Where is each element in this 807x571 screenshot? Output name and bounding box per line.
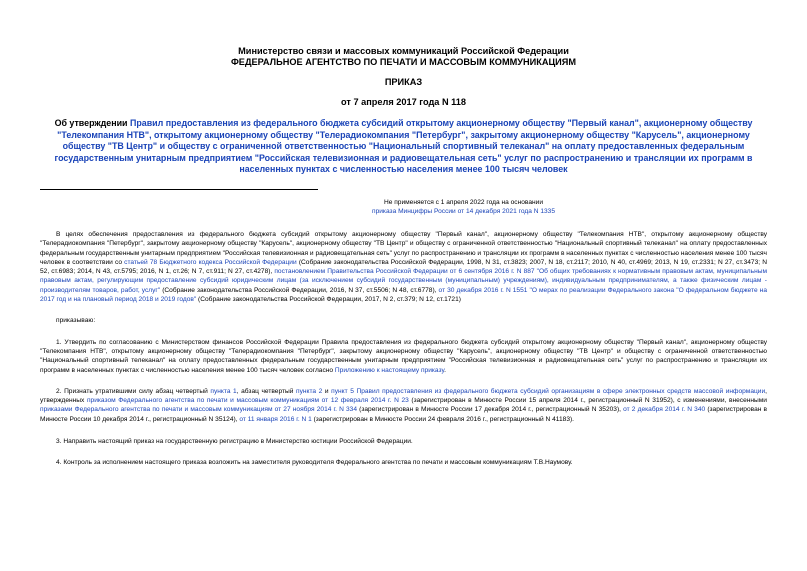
item-4: 4. Контроль за исполнением настоящего приказа возложить на заместителя руководителя Федерального агентства по печати и массовым коммуникациям Т.В.Наумову. — [56, 459, 573, 467]
title-prefix: Об утверждении — [54, 118, 130, 128]
item-2-text: (зарегистрирован в Минюсте России 17 декабря 2014 г., регистрационный N 35203), — [357, 406, 624, 414]
item-2-text: , утвержденных — [40, 387, 767, 405]
order-334-link[interactable]: приказами Федерального агентства по печати и массовым коммуникациям от 27 ноября 2014 г. N 334 — [40, 406, 358, 414]
item-2-text: (зарегистрирован в Минюсте России 10 декабря 2014 г., регистрационный N 35124), — [40, 406, 768, 423]
order-23-link[interactable]: приказом Федерального агентства по печати и массовым коммуникациям от 12 февраля 2014 г. N 23 — [86, 397, 409, 405]
item-2-text: (зарегистрирован в Минюсте России 15 апреля 2014 г., регистрационный N 31952), с изменениями, внесенными — [408, 397, 767, 405]
ministry-name: Министерство связи и массовых коммуникаций Российской Федерации — [238, 46, 569, 56]
item-1 — [40, 338, 767, 375]
status-note-text: Не применяется с 1 апреля 2022 года на основании — [383, 198, 544, 206]
appendix-link[interactable]: Приложению к настоящему приказу — [334, 366, 445, 374]
preamble-text: (Собрание законодательства Российской Федерации, 2016, N 37, ст.5506; N 48, ст.6778), — [160, 286, 439, 294]
order-word: приказываю: — [56, 317, 96, 325]
item-2-text: (зарегистрирован в Минюсте России 24 февраля 2016 г., регистрационный N 41183). — [311, 415, 575, 423]
point-5-link[interactable]: пункт 5 — [331, 387, 354, 395]
preamble-paragraph — [40, 230, 767, 304]
status-note — [160, 198, 767, 216]
title-rules-link[interactable]: Правил предоставления из федерального бюджета субсидий открытому акционерному обществу "Первый канал", акционерному обществу "Телекомпания НТВ", открытому акционерному обществу "Телерадиокомпания "Петербург", закрытому акционерному обществу "Карусель", акционерному обществу "ТВ Центр" и обществу с ограниченной ответственностью "Национальный спортивный телеканал" на оплату предоставленных федеральным государственным унитарным предприятием "Российская телевизионная и радиовещательная сеть" услуг по распространению и трансляции их программ в населенных пунктах с численностью населения менее 100 тысяч человек — [54, 118, 753, 175]
order-340-link[interactable]: от 2 декабря 2014 г. N 340 — [623, 406, 706, 414]
preamble-text: В целях обеспечения предоставления из федерального бюджета субсидий открытому акционерному обществу "Первый канал", акционерному обществу "Телекомпания НТВ", открытому акционерному обществу "Телерадиокомпания "Петербург", закрытому акционерному обществу "Карусель", акционерному обществу "ТВ Центр" и обществу с ограниченной ответственностью "Национальный спортивный телеканал" на оплату предоставленных федеральным государственным унитарным предприятием "Российская телевизионная и радиовещательная сеть" услуг по распространению и трансляции их программ в населенных пунктах с численностью населения менее 100 тысяч человек в соответствии со — [40, 230, 767, 266]
item-2-text: , абзац четвертый — [236, 387, 296, 395]
item-1-text: 1. Утвердить по согласованию с Министерством финансов Российской Федерации Правила предоставления из федерального бюджета субсидий открытому акционерному обществу "Первый канал", акционерному обществу "Телекомпания НТВ", открытому акционерному обществу "Телерадиокомпания "Петербург", закрытому акционерному обществу "Карусель", акционерному обществу "ТВ Центр" и обществу с ограниченной ответственностью "Национальный спортивный телеканал" на оплату предоставленных федеральным государственным унитарным предприятием "Российская телевизионная и радиовещательная сеть" услуг по распространению и трансляции их программ в населенных пунктах с численностью населения менее 100 тысяч человек согласно — [40, 338, 767, 374]
preamble-text: (Собрание законодательства Российской Федерации, 1998, N 31, ст.3823; 2007, N 18, ст.2117; 2010, N 40, ст.4969; 2013, N 19, ст.2331; N 27, ст.3473; N 52, ст.6983; 2014, N 43, ст.5795; 2016, N 1, ст.26; N 7, ст.911; N 27, ст.4278), — [40, 258, 767, 276]
item-2 — [40, 387, 767, 424]
item-3: 3. Направить настоящий приказ на государственную регистрацию в Министерство юстиции Российской Федерации. — [56, 438, 413, 446]
document-title — [54, 118, 753, 176]
separator-line — [40, 189, 318, 190]
document-header — [40, 46, 767, 108]
status-note-link[interactable]: приказа Минцифры России от 14 декабря 2021 года N 1335 — [372, 207, 555, 215]
point-2-link[interactable]: пункта 2 — [296, 387, 323, 395]
item-2-text: 2. Признать утратившими силу абзац четвертый — [56, 387, 211, 395]
rules-subsidies-link[interactable]: Правил предоставления из федерального бюджета субсидий организациям в сфере электронных средств массовой информации — [356, 387, 766, 395]
agency-name: ФЕДЕРАЛЬНОЕ АГЕНТСТВО ПО ПЕЧАТИ И МАССОВЫМ КОММУНИКАЦИЯМ — [230, 57, 577, 67]
decree-887-link[interactable]: постановлением Правительства Российской Федерации от 6 сентября 2016 г. N 887 "Об общих требованиях к нормативным правовым актам, муниципальным правовым актам, регулирующим предоставление субсидий юридическим лицам (за исключением субсидий государственным (муниципальным) учреждениям), индивидуальным предпринимателям, а также физическим лицам - производителям товаров, работ, услуг" — [40, 268, 767, 294]
item-2-text: и — [322, 387, 332, 395]
point-1-link[interactable]: пункта 1 — [210, 387, 237, 395]
item-1-text: . — [444, 366, 446, 374]
order-1-link[interactable]: от 11 января 2016 г. N 1 — [239, 415, 312, 423]
doc-type: ПРИКАЗ — [384, 77, 423, 87]
doc-date-number: от 7 апреля 2017 года N 118 — [341, 97, 466, 107]
budget-code-link[interactable]: статьей 78 Бюджетного кодекса Российской Федерации — [124, 258, 297, 266]
decree-1551-link[interactable]: от 30 декабря 2016 г. N 1551 "О мерах по реализации Федерального закона "О федеральном бюджете на 2017 год и на плановый период 2018 и 2019 годов" — [40, 286, 767, 304]
preamble-text: (Собрание законодательства Российской Федерации, 2017, N 2, ст.379; N 12, ст.1721) — [196, 296, 461, 304]
